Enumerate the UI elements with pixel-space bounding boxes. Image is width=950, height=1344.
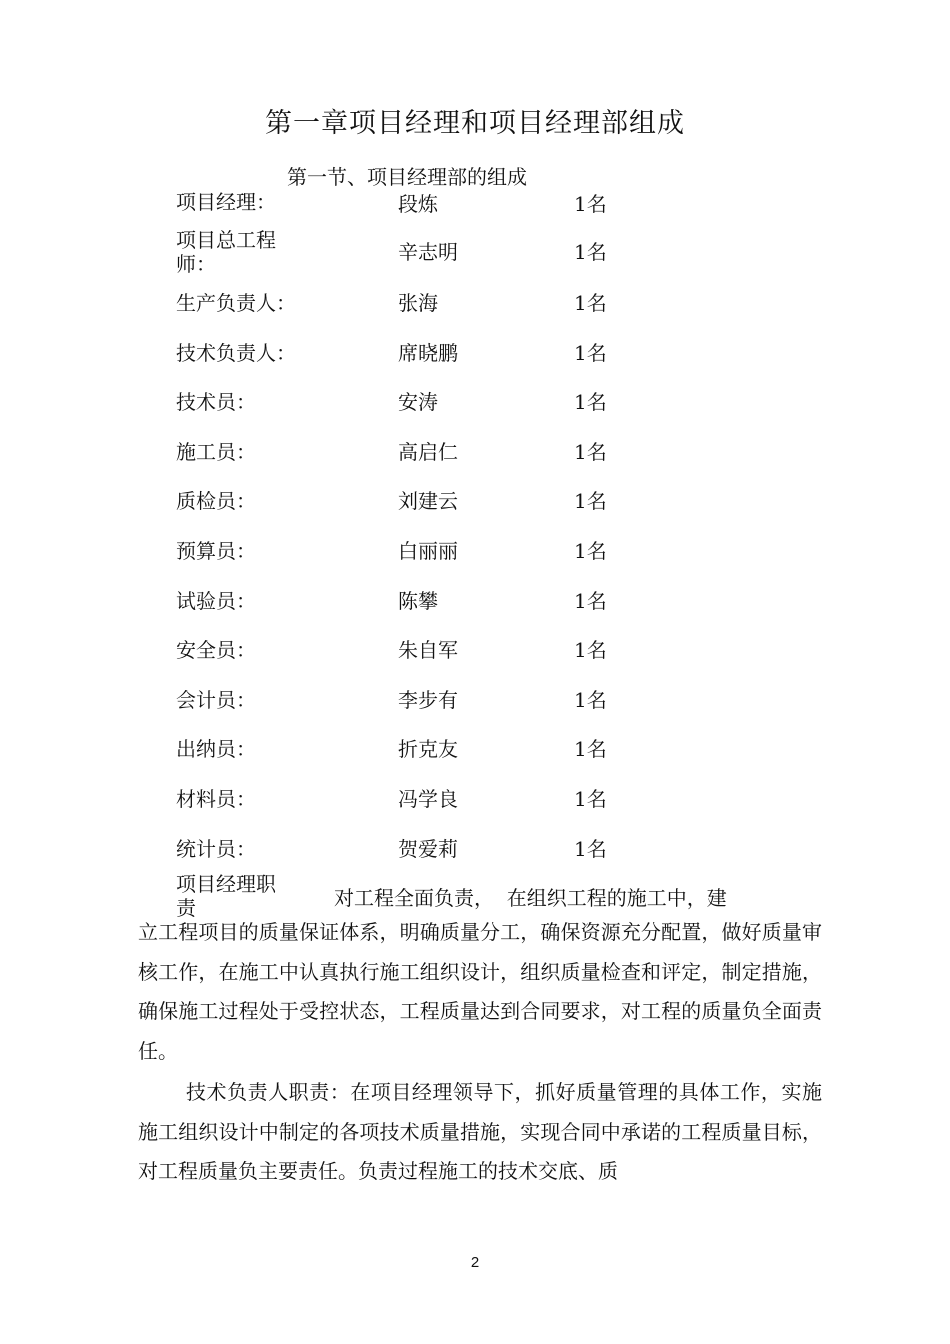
staff-count: 1名	[574, 390, 607, 415]
staff-name: 折克友	[398, 737, 458, 762]
staff-count: 1名	[574, 687, 607, 712]
staff-role: 质检员：	[176, 489, 256, 514]
staff-name: 贺爱莉	[398, 836, 458, 861]
staff-role: 项目经理：	[176, 190, 276, 214]
section-title: 第一节、项目经理部的组成	[287, 165, 527, 189]
pm-duty-first-line: 对工程全面负责， 在组织工程的施工中，建	[334, 886, 727, 910]
staff-row	[176, 438, 636, 488]
page-number: 2	[470, 1254, 480, 1271]
tech-duty-paragraph: 技术负责人职责：在项目经理领导下，抓好质量管理的具体工作，实施施工组织设计中制定的各项技术质量措施，实现合同中承诺的工程质量目标，对工程质量负主要责任。负责过程施工的技术交底、质	[138, 1080, 822, 1184]
staff-row	[176, 686, 636, 736]
staff-role: 项目总工程师：	[176, 228, 276, 276]
staff-role: 预算员：	[176, 538, 256, 563]
staff-count: 1名	[574, 638, 607, 663]
staff-name: 白丽丽	[398, 538, 458, 563]
staff-count: 1名	[574, 489, 607, 514]
staff-row	[176, 587, 636, 637]
staff-count: 1名	[574, 240, 607, 264]
staff-role: 材料员：	[176, 786, 256, 811]
staff-row	[176, 735, 636, 785]
staff-row	[176, 228, 636, 289]
staff-count: 1名	[574, 340, 607, 365]
staff-role: 技术负责人：	[176, 340, 296, 365]
chapter-title: 第一章项目经理和项目经理部组成	[265, 108, 685, 139]
staff-row	[176, 289, 636, 339]
staff-count: 1名	[574, 192, 607, 216]
staff-count: 1名	[574, 439, 607, 464]
pm-duty-paragraph: 立工程项目的质量保证体系，明确质量分工，确保资源充分配置，做好质量审核工作，在施工中认真执行施工组织设计，组织质量检查和评定，制定措施，确保施工过程处于受控状态，工程质量达到合同要求，对工程的质量负全面责任。	[138, 920, 822, 1063]
staff-name: 李步有	[398, 687, 458, 712]
staff-count: 1名	[574, 291, 607, 315]
staff-name: 高启仁	[398, 439, 458, 464]
staff-role: 出纳员：	[176, 737, 256, 762]
staff-row	[176, 537, 636, 587]
staff-role: 试验员：	[176, 588, 256, 613]
staff-row	[176, 636, 636, 686]
staff-name: 陈攀	[398, 588, 438, 613]
staff-row	[176, 339, 636, 389]
staff-name: 冯学良	[398, 786, 458, 811]
staff-role: 统计员：	[176, 836, 256, 861]
pm-duty-label: 项目经理职责	[176, 872, 276, 920]
staff-name: 刘建云	[398, 489, 458, 514]
staff-count: 1名	[574, 786, 607, 811]
staff-row	[176, 388, 636, 438]
staff-row	[176, 487, 636, 537]
staff-count: 1名	[574, 836, 607, 861]
staff-role: 安全员：	[176, 638, 256, 663]
staff-count: 1名	[574, 538, 607, 563]
staff-table	[176, 190, 636, 884]
staff-name: 段炼	[398, 192, 438, 216]
staff-role: 技术员：	[176, 390, 256, 415]
staff-name: 朱自军	[398, 638, 458, 663]
staff-name: 安涛	[398, 390, 438, 415]
staff-role: 生产负责人：	[176, 291, 296, 315]
staff-role: 施工员：	[176, 439, 256, 464]
staff-name: 辛志明	[398, 240, 458, 264]
staff-count: 1名	[574, 737, 607, 762]
staff-row	[176, 785, 636, 835]
staff-count: 1名	[574, 588, 607, 613]
staff-role: 会计员：	[176, 687, 256, 712]
staff-row	[176, 190, 636, 228]
staff-name: 张海	[398, 291, 438, 315]
staff-name: 席晓鹏	[398, 340, 458, 365]
